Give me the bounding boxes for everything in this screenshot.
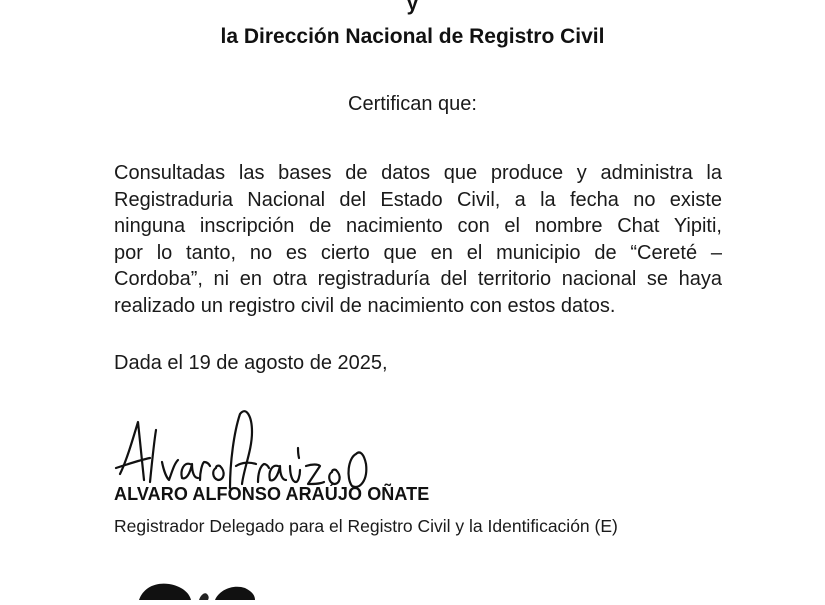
- signer-title: Registrador Delegado para el Registro Civil y la Identificación (E): [114, 516, 618, 536]
- body-line: Cordoba”, ni en otra registraduría del territorio nacional se haya: [114, 268, 722, 290]
- body-line: realizado un registro civil de nacimiento con estos datos.: [114, 294, 616, 317]
- certification-body: [114, 160, 722, 319]
- body-line: Consultadas las bases de datos que produce y administra la: [114, 162, 722, 184]
- body-line: ninguna inscripción de nacimiento con el nombre Chat Yipiti,: [114, 215, 722, 237]
- heading-connector: y: [406, 0, 419, 15]
- body-line: por lo tanto, no es cierto que en el municipio de “Cereté –: [114, 241, 722, 264]
- issue-date: Dada el 19 de agosto de 2025,: [114, 352, 388, 374]
- second-signature-icon: [135, 580, 295, 600]
- signer-name: ALVARO ALFONSO ARAÚJO OÑATE: [114, 484, 430, 504]
- body-line: Registraduria Nacional del Estado Civil, a la fecha no existe: [114, 188, 722, 211]
- certify-intro: Certifican que:: [348, 93, 477, 115]
- handwritten-signature-icon: [112, 402, 392, 494]
- heading-title: la Dirección Nacional de Registro Civil: [220, 25, 605, 48]
